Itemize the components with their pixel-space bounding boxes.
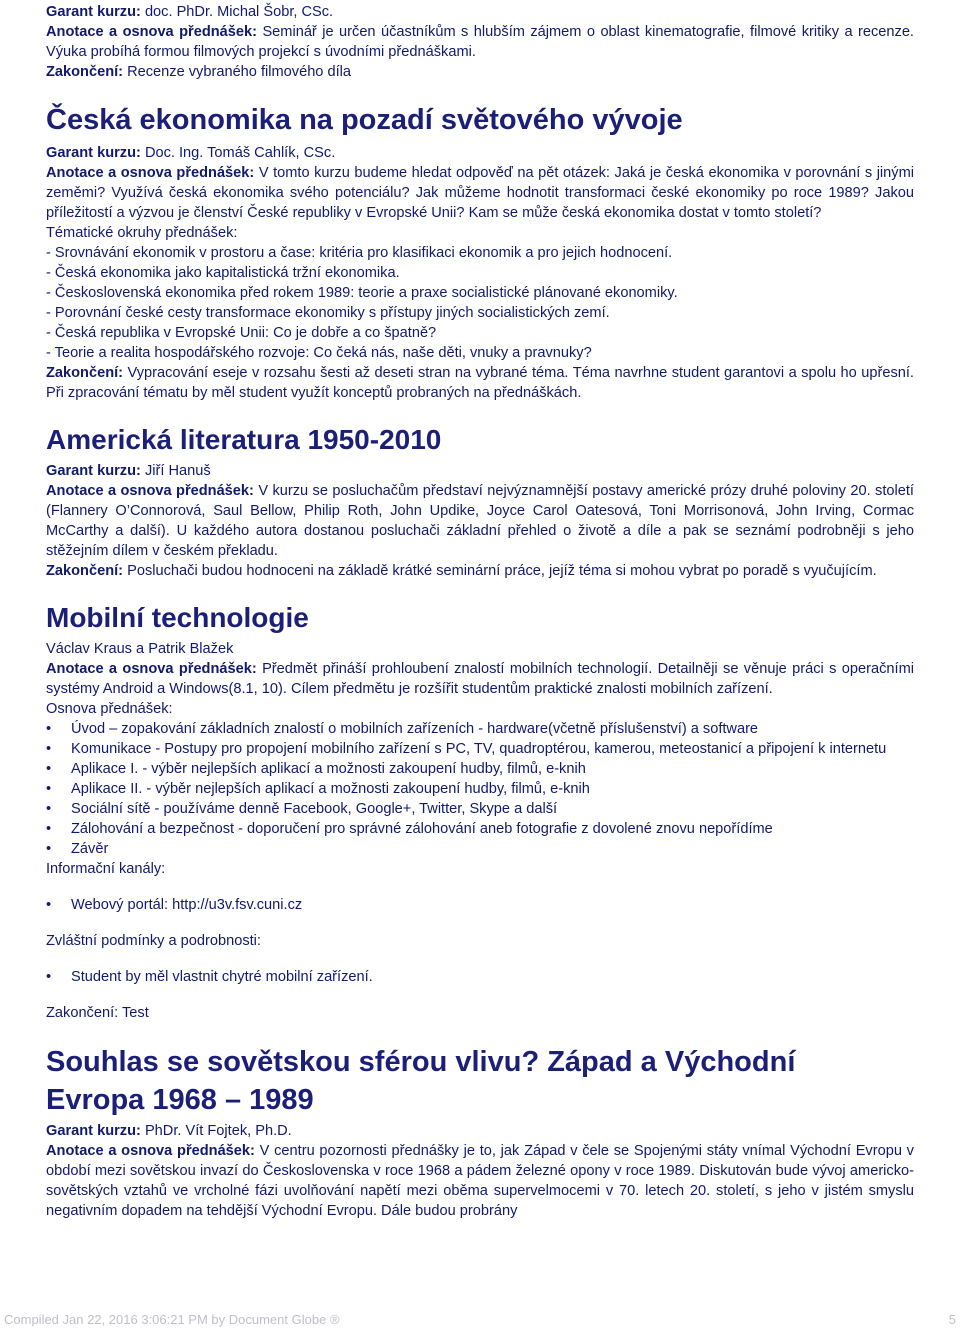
- spacer: [46, 951, 914, 967]
- conclusion-label: Zakončení:: [46, 64, 124, 80]
- conclusion-paragraph: [46, 363, 914, 403]
- conclusion-paragraph: [46, 561, 914, 581]
- title-line-1: Souhlas se sovětskou sférou vlivu? Západ a Východní: [46, 1046, 796, 1078]
- annotation-text: V kurzu se posluchačům představí nejvýznamnější postavy americké prózy druhé poloviny 20. století (Flannery O’Connorová, Saul Bellow, Philip Roth, John Updike, Joyce Carol Oatesová, Toni Morrisonová, John Irving, Cormac McCarthy a další). U každého autora dostanou posluchači základní přehled o životě a díle a pak se seznámí podrobněji s jeho stěžejním dílem v českém překladu.: [46, 483, 914, 559]
- compiled-stamp: Compiled Jan 22, 2016 3:06:21 PM by Document Globe ®: [4, 1312, 340, 1327]
- annotation-paragraph: [46, 22, 914, 62]
- list-item: [46, 739, 914, 759]
- page-content: [46, 2, 914, 1221]
- annotation-text: V centru pozornosti přednášky je to, jak Západ v čele se Spojenými státy vnímal Východní Evropu v období mezi sovětskou invazí do Československa v roce 1968 a pádem železné opony v roce 1989. Diskutován bude vývoj americko-sovětských vztahů ve vrcholné fázi uvolňování napětí mezi oběma supervelmocemi v 70. letech 20. století, s jeho v jistém smyslu negativním dopadem na tehdější Východní Evropu. Dále budou probrány: [46, 1143, 914, 1219]
- annotation-text: Seminář je určen účastníkům s hlubším zájmem o oblast kinematografie, filmové kritiky a recenze. Výuka probíhá formou filmových projekcí s úvodními přednáškami.: [46, 24, 914, 60]
- topic-item: - Československá ekonomika před rokem 1989: teorie a praxe socialistické plánované ekonomiky.: [46, 285, 678, 301]
- bullet-icon: •: [46, 721, 52, 737]
- bullet-icon: •: [46, 821, 52, 837]
- page-footer: [4, 1312, 960, 1327]
- conclusion-label: Zakončení:: [46, 365, 124, 381]
- conditions-heading: Zvláštní podmínky a podrobnosti:: [46, 933, 261, 949]
- list-item-text: Sociální sítě - používáme denně Facebook, Google+, Twitter, Skype a další: [71, 801, 558, 817]
- list-item-text: Aplikace I. - výběr nejlepších aplikací a možnosti zakoupení hudby, filmů, e-knih: [71, 761, 586, 777]
- conditions-list: [46, 967, 914, 987]
- title-line-2: Evropa 1968 – 1989: [46, 1084, 314, 1116]
- bullet-icon: •: [46, 781, 52, 797]
- conclusion-text: Recenze vybraného filmového díla: [127, 64, 352, 80]
- annotation-label: Anotace a osnova přednášek:: [46, 1143, 255, 1159]
- web-portal-link[interactable]: Webový portál: http://u3v.fsv.cuni.cz: [71, 897, 303, 913]
- list-item: [46, 799, 914, 819]
- topic-item: - Porovnání české cesty transformace ekonomiky s přístupy jiných socialistických zemí.: [46, 305, 610, 321]
- list-item-text: Zálohování a bezpečnost - doporučení pro správné zálohování aneb fotografie z dovolené znovu nepořídíme: [71, 821, 773, 837]
- guarantor-value: Jiří Hanuš: [144, 463, 211, 479]
- bullet-icon: •: [46, 741, 52, 757]
- page-number: 5: [948, 1312, 956, 1327]
- annotation-paragraph: [46, 659, 914, 699]
- annotation-label: Anotace a osnova přednášek:: [46, 483, 254, 499]
- conclusion-line: [46, 62, 914, 82]
- guarantor-label: Garant kurzu:: [46, 4, 141, 20]
- list-item: [46, 895, 914, 915]
- topics-heading: Tématické okruhy přednášek:: [46, 225, 238, 241]
- guarantor-value: PhDr. Vít Fojtek, Ph.D.: [144, 1123, 292, 1139]
- annotation-text: Předmět přináší prohloubení znalostí mobilních technologií. Detailněji se věnuje práci s operačními systémy Android a Windows(8.1, 10). Cílem předmětu je rozšířit studentům praktické znalosti mobilních zařízení.: [46, 661, 914, 697]
- guarantor-value: Doc. Ing. Tomáš Cahlík, CSc.: [144, 145, 336, 161]
- list-item-text: Úvod – zopakování základních znalostí o mobilních zařízeních - hardware(včetně příslušenství) a software: [71, 721, 759, 737]
- course-title-soviet-sphere: [46, 1043, 914, 1119]
- outline-list: [46, 719, 914, 859]
- conclusion-line: Zakončení: Test: [46, 1005, 149, 1021]
- conclusion-label: Zakončení:: [46, 563, 124, 579]
- annotation-paragraph: [46, 481, 914, 561]
- course-title-american-literature: Americká literatura 1950-2010: [46, 424, 442, 455]
- guarantor-line: [46, 2, 914, 22]
- topic-item: - Česká ekonomika jako kapitalistická tržní ekonomika.: [46, 265, 400, 281]
- info-heading: Informační kanály:: [46, 861, 166, 877]
- guarantor-label: Garant kurzu:: [46, 1123, 141, 1139]
- spacer: [46, 987, 914, 1003]
- bullet-icon: •: [46, 969, 52, 985]
- guarantor-line: [46, 143, 914, 163]
- list-item-text: Závěr: [71, 841, 109, 857]
- bullet-icon: •: [46, 897, 52, 913]
- course-title-czech-economy: Česká ekonomika na pozadí světového vývoje: [46, 104, 683, 136]
- guarantor-line: [46, 461, 914, 481]
- list-item: [46, 779, 914, 799]
- topic-item: - Teorie a realita hospodářského rozvoje: Co čeká nás, naše děti, vnuky a pravnuky?: [46, 345, 592, 361]
- guarantor-line: [46, 1121, 914, 1141]
- topic-item: - Srovnávání ekonomik v prostoru a čase: kritéria pro klasifikaci ekonomik a pro jejich hodnocení.: [46, 245, 673, 261]
- outline-heading: Osnova přednášek:: [46, 701, 173, 717]
- annotation-label: Anotace a osnova přednášek:: [46, 165, 255, 181]
- course-title-mobile-technology: Mobilní technologie: [46, 602, 309, 633]
- bullet-icon: •: [46, 761, 52, 777]
- list-item: [46, 759, 914, 779]
- list-item: [46, 719, 914, 739]
- annotation-paragraph: [46, 163, 914, 223]
- annotation-label: Anotace a osnova přednášek:: [46, 24, 257, 40]
- guarantor-value: doc. PhDr. Michal Šobr, CSc.: [144, 4, 334, 20]
- spacer: [46, 879, 914, 895]
- list-item-text: Aplikace II. - výběr nejlepších aplikací a možnosti zakoupení hudby, filmů, e-knih: [71, 781, 590, 797]
- bullet-icon: •: [46, 841, 52, 857]
- conclusion-text: Vypracování eseje v rozsahu šesti až deseti stran na vybrané téma. Téma navrhne student garantovi a spolu ho upřesní. Při zpracování tématu by měl student využít konceptů probraných na přednáškách.: [46, 365, 914, 401]
- annotation-label: Anotace a osnova přednášek:: [46, 661, 257, 677]
- conclusion-text: Posluchači budou hodnoceni na základě krátké seminární práce, jejíž téma si mohou vybrat po poradě s vyučujícím.: [127, 563, 877, 579]
- annotation-paragraph: [46, 1141, 914, 1221]
- guarantor-label: Garant kurzu:: [46, 145, 141, 161]
- info-list: [46, 895, 914, 915]
- list-item-text: Student by měl vlastnit chytré mobilní zařízení.: [71, 969, 373, 985]
- annotation-text: V tomto kurzu budeme hledat odpověď na pět otázek: Jaká je česká ekonomika v porovnání s jinými zeměmi? Využívá česká ekonomika svého potenciálu? Jak můžeme hodnotit transformaci české ekonomiky po roce 1989? Jakou příležitostí a výzvou je členství České republiky v Evropské Unii? Kam se může česká ekonomika dostat v tomto století?: [46, 165, 914, 221]
- lecturers-line: Václav Kraus a Patrik Blažek: [46, 641, 234, 657]
- list-item: [46, 819, 914, 839]
- list-item: [46, 839, 914, 859]
- list-item: [46, 967, 914, 987]
- spacer: [46, 915, 914, 931]
- topic-item: - Česká republika v Evropské Unii: Co je dobře a co špatně?: [46, 325, 437, 341]
- bullet-icon: •: [46, 801, 52, 817]
- guarantor-label: Garant kurzu:: [46, 463, 141, 479]
- list-item-text: Komunikace - Postupy pro propojení mobilního zařízení s PC, TV, quadroptérou, kamerou, meteostanicí a připojení k internetu: [71, 741, 887, 757]
